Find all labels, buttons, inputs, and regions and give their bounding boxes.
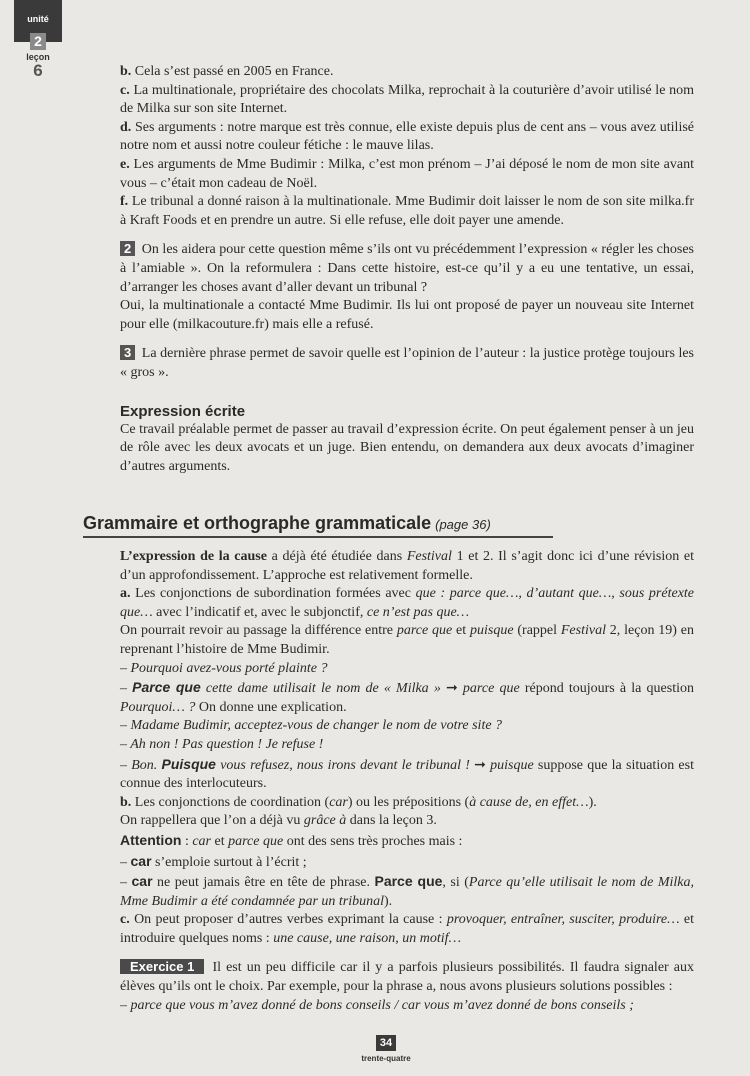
dialogue-line: – Pourquoi avez-vous porté plainte ? — [120, 660, 328, 676]
intro-paragraph: L’expression de la cause a déjà été étudiée dans Festival 1 et 2. Il s’agit donc ici d’une révision et d’un approfondissement. L’approche est relativement formelle. — [120, 549, 694, 583]
item-a: a. Les conjonctions de subordination formées avec que : parce que…, d’autant que…, sous prétexte que… avec l’indicatif et, avec le subjonctif, ce n’est pas que… — [120, 586, 695, 620]
page-number-words: trente-quatre — [361, 1054, 411, 1063]
expression-text: Ce travail préalable permet de passer au travail d’expression écrite. On peut également penser à un jeu de rôle avec les deux avocats et un juge. Bien entendu, on demandera aux deux avocats d’imaginer d’autres arguments. — [120, 421, 694, 474]
attention-line: Attention : car et parce que ont des sens très proches mais : — [120, 831, 463, 849]
item-c: c. On peut proposer d’autres verbes exprimant la cause : provoquer, entraîner, susciter, produire… et introduire quelques noms : une cause, une raison, un motif… — [120, 912, 695, 946]
car-rule: – car s’emploie surtout à l’écrit ; — [120, 852, 307, 870]
lesson-number: 6 — [33, 61, 43, 80]
item-b: b. Les conjonctions de coordination (car) ou les prépositions (à cause de, en effet…). — [120, 794, 597, 810]
grammar-heading — [83, 513, 693, 538]
item-f: f. Le tribunal a donné raison à la multinationale. Mme Budimir doit laisser le nom de son site milka.fr à Kraft Foods et en prendre un autre. Si elle refuse, elle doit payer une amende. — [120, 194, 694, 228]
item-b: b. Cela s’est passé en 2005 en France. — [120, 64, 334, 79]
dialogue-line: – Ah non ! Pas question ! Je refuse ! — [120, 736, 324, 752]
question-3: 3 La dernière phrase permet de savoir quelle est l’opinion de l’auteur : la justice protège toujours les « gros ». — [120, 345, 695, 380]
exercise-label: Exercice 1 — [120, 959, 204, 974]
question-number: 3 — [120, 345, 135, 360]
dialogue-line: – Parce que cette dame utilisait le nom de « Milka » ➞ parce que répond toujours à la question Pourquoi… ? On donne une explication. — [120, 679, 694, 715]
exercise-example: – parce que vous m’avez donné de bons conseils / car vous m’avez donné de bons conseils ; — [120, 997, 634, 1013]
grammar-title: Grammaire et orthographe grammaticale — [83, 513, 432, 533]
item-c: c. La multinationale, propriétaire des chocolats Milka, reprochait à la couturière d’avoir utilisé le nom de Milka sur son site Internet. — [120, 82, 695, 117]
page-number: 34 — [376, 1035, 396, 1051]
grammar-content — [120, 548, 694, 1015]
top-content — [120, 63, 694, 476]
expression-heading: Expression écrite — [120, 402, 246, 420]
difference-paragraph: On pourrait revoir au passage la différence entre parce que et puisque (rappel Festival 2, leçon 19) en reprenant l’histoire de Mme Budimir. — [120, 623, 694, 657]
page-reference: (page 36) — [435, 517, 491, 532]
question-number: 2 — [120, 241, 135, 256]
dialogue-line: – Bon. Puisque vous refusez, nous irons devant le tribunal ! ➞ puisque suppose que la situation est connue des interlocuteurs. — [120, 755, 694, 792]
dialogue-line: – Madame Budimir, acceptez-vous de changer le nom de votre site ? — [120, 718, 503, 734]
lesson-label: leçon — [26, 52, 50, 62]
item-e: e. Les arguments de Mme Budimir : Milka, c’est mon prénom – J’ai déposé le nom de mon site avant vous – c’était mon cadeau de Noël. — [120, 156, 694, 191]
unit-label: unité — [27, 14, 49, 24]
item-d: d. Ses arguments : notre marque est très connue, elle existe depuis plus de cent ans – vous avez utilisé notre nom et aussi notre couleur fétiche : le mauve lilas. — [120, 119, 694, 154]
exercise-paragraph: Exercice 1 Il est un peu difficile car il y a parfois plusieurs possibilités. Il faudra signaler aux élèves qu’ils ont le choix. Par exemple, pour la phrase a, nous avons plusieurs solutions possibles : — [120, 959, 694, 995]
heading-underline — [83, 536, 553, 538]
question-2-answer: Oui, la multinationale a contacté Mme Budimir. Ils lui ont proposé de payer un nouveau site Internet pour elle (milkacouture.fr) mais elle a refusé. — [120, 298, 694, 332]
question-2: 2 On les aidera pour cette question même s’ils ont vu précédemment l’expression « régler les choses à l’amiable ». On la reformulera : Dans cette histoire, est-ce qu’il y a eu une tentative, un essai, d’arranger les choses avant d’aller devant un tribunal ? — [120, 241, 694, 295]
unit-number: 2 — [30, 33, 46, 50]
car-rule: – car ne peut jamais être en tête de phrase. Parce que, si (Parce qu’elle utilisait le nom de Milka, Mme Budimir a été condamnée par un tribunal). — [120, 873, 695, 909]
rappel-line: On rappellera que l’on a déjà vu grâce à dans la leçon 3. — [120, 813, 437, 829]
